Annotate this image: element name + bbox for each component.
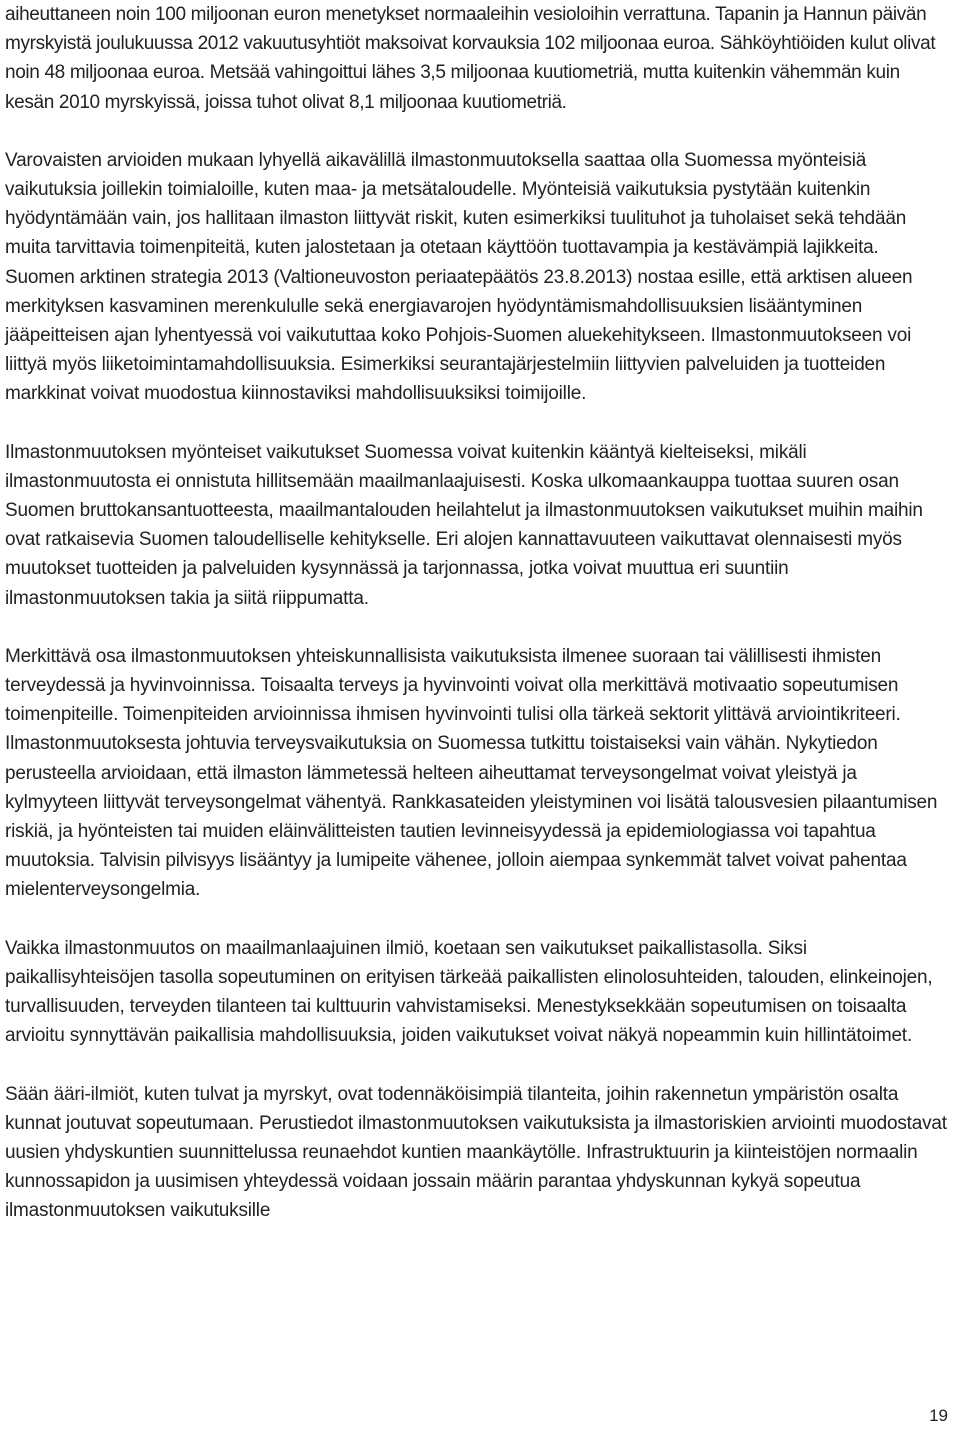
paragraph-local-adaptation: Vaikka ilmastonmuutos on maailmanlaajuinen ilmiö, koetaan sen vaikutukset paikallistasolla. Siksi paikallisyhteisöjen tasolla sopeutuminen on erityisen tärkeää paikallisten elinolosuhteiden, talouden, elinkeinojen, turvallisuuden, terveyden tilanteen tai kulttuurin vahvistamiseksi. Menestyksekkään sopeutumisen on toisaalta arvioitu synnyttävän paikallisia mahdollisuuksia, joiden vaikutukset voivat näkyä nopeammin kuin hillintätoimet. xyxy=(5,937,933,1047)
page-number: 19 xyxy=(929,1406,948,1425)
paragraph-health-wellbeing: Merkittävä osa ilmastonmuutoksen yhteiskunnallisista vaikutuksista ilmenee suoraan tai välillisesti ihmisten terveydessä ja hyvinvoinnissa. Toisaalta terveys ja hyvinvointi voivat olla merkittävä motivaatio sopeutumisen toimenpiteille. Toimenpiteiden arvioinnissa ihmisen hyvinvointi tulisi olla tärkeä sektorit ylittävä arviointikriteeri. Ilmastonmuutoksesta johtuvia terveysvaikutuksia on Suomessa tutkittu toistaiseksi vain vähän. Nykytiedon perusteella arvioidaan, että ilmaston lämmetessä helteen aiheuttamat terveysongelmat voivat yleistyä ja kylmyyteen liittyvät terveysongelmat vähentyä. Rankkasateiden yleistyminen voi lisätä talousvesien pilaantumisen riskiä, ja hyönteisten tai muiden eläinvälitteisten tautien levinneisyydessä ja epidemiologiassa voi tapahtua muutoksia. Talvisin pilvisyys lisääntyy ja lumipeite vähenee, jolloin aiempaa synkemmät talvet voivat pahentaa mielenterveysongelmia. xyxy=(5,645,938,901)
paragraph-global-economy: Ilmastonmuutoksen myönteiset vaikutukset Suomessa voivat kuitenkin kääntyä kielteiseksi, mikäli ilmastonmuutosta ei onnistuta hillitsemään maailmanlaajuisesti. Koska ulkomaankauppa tuottaa suuren osan Suomen bruttokansantuotteesta, maailmantalouden heilahtelut ja ilmastonmuutoksen vaikutukset muihin maihin ovat ratkaisevia Suomen taloudelliselle kehitykselle. Eri alojen kannattavuuteen vaikuttavat olennaisesti myös muutokset tuotteiden ja palveluiden kysynnässä ja tarjonnassa, jotka voivat muuttua eri suuntiin ilmastonmuutoksen takia ja siitä riippumatta. xyxy=(5,441,923,609)
paragraph-damage-costs: aiheuttaneen noin 100 miljoonan euron menetykset normaaleihin vesioloihin verrattuna. Tapanin ja Hannun päivän myrskyistä joulukuussa 2012 vakuutusyhtiöt maksoivat korvauksia 102 miljoonaa euroa. Sähköyhtiöiden kulut olivat noin 48 miljoonaa euroa. Metsää vahingoittui lähes 3,5 miljoonaa kuutiometriä, mutta kuitenkin vähemmän kuin kesän 2010 myrskyissä, joissa tuhot olivat 8,1 miljoonaa kuutiometriä. xyxy=(5,4,936,113)
paragraph-positive-impacts: Varovaisten arvioiden mukaan lyhyellä aikavälillä ilmastonmuutoksella saattaa olla Suomessa myönteisiä vaikutuksia joillekin toimialoille, kuten maa- ja metsätaloudelle. Myönteisiä vaikutuksia pystytään kuitenkin hyödyntämään vain, jos hallitaan ilmaston liittyvät riskit, kuten esimerkiksi tuulituhot ja tuholaiset sekä tehdään muita tarvittavia toimenpiteitä, kuten jalostetaan ja otetaan käyttöön tuottavampia ja kestävämpiä lajikkeita. Suomen arktinen strategia 2013 (Valtioneuvoston periaatepäätös 23.8.2013) nostaa esille, että arktisen alueen merkityksen kasvaminen merenkululle sekä energiavarojen hyödyntämismahdollisuuksien lisääntyminen jääpeitteisen ajan lyhentyessä voi vaikututtaa koko Pohjois-Suomen aluekehitykseen. Ilmastonmuutokseen voi liittyä myös liiketoimintamahdollisuuksia. Esimerkiksi seurantajärjestelmiin liittyvien palveluiden ja tuotteiden markkinat voivat muodostua kiinnostaviksi mahdollisuuksiksi toimijoille. xyxy=(5,149,913,405)
paragraph-extreme-weather: Sään ääri-ilmiöt, kuten tulvat ja myrskyt, ovat todennäköisimpiä tilanteita, joihin rakennetun ympäristön osalta kunnat joutuvat sopeutumaan. Perustiedot ilmastonmuutoksen vaikutuksista ja ilmastoriskien arviointi muodostavat uusien yhdyskuntien suunnittelussa reunaehdot kuntien maankäytölle. Infrastruktuurin ja kiinteistöjen normaalin kunnossapidon ja uusimisen yhteydessä voidaan jossain määrin parantaa yhdyskunnan kykyä sopeutua ilmastonmuutoksen vaikutuksille xyxy=(5,1083,947,1222)
